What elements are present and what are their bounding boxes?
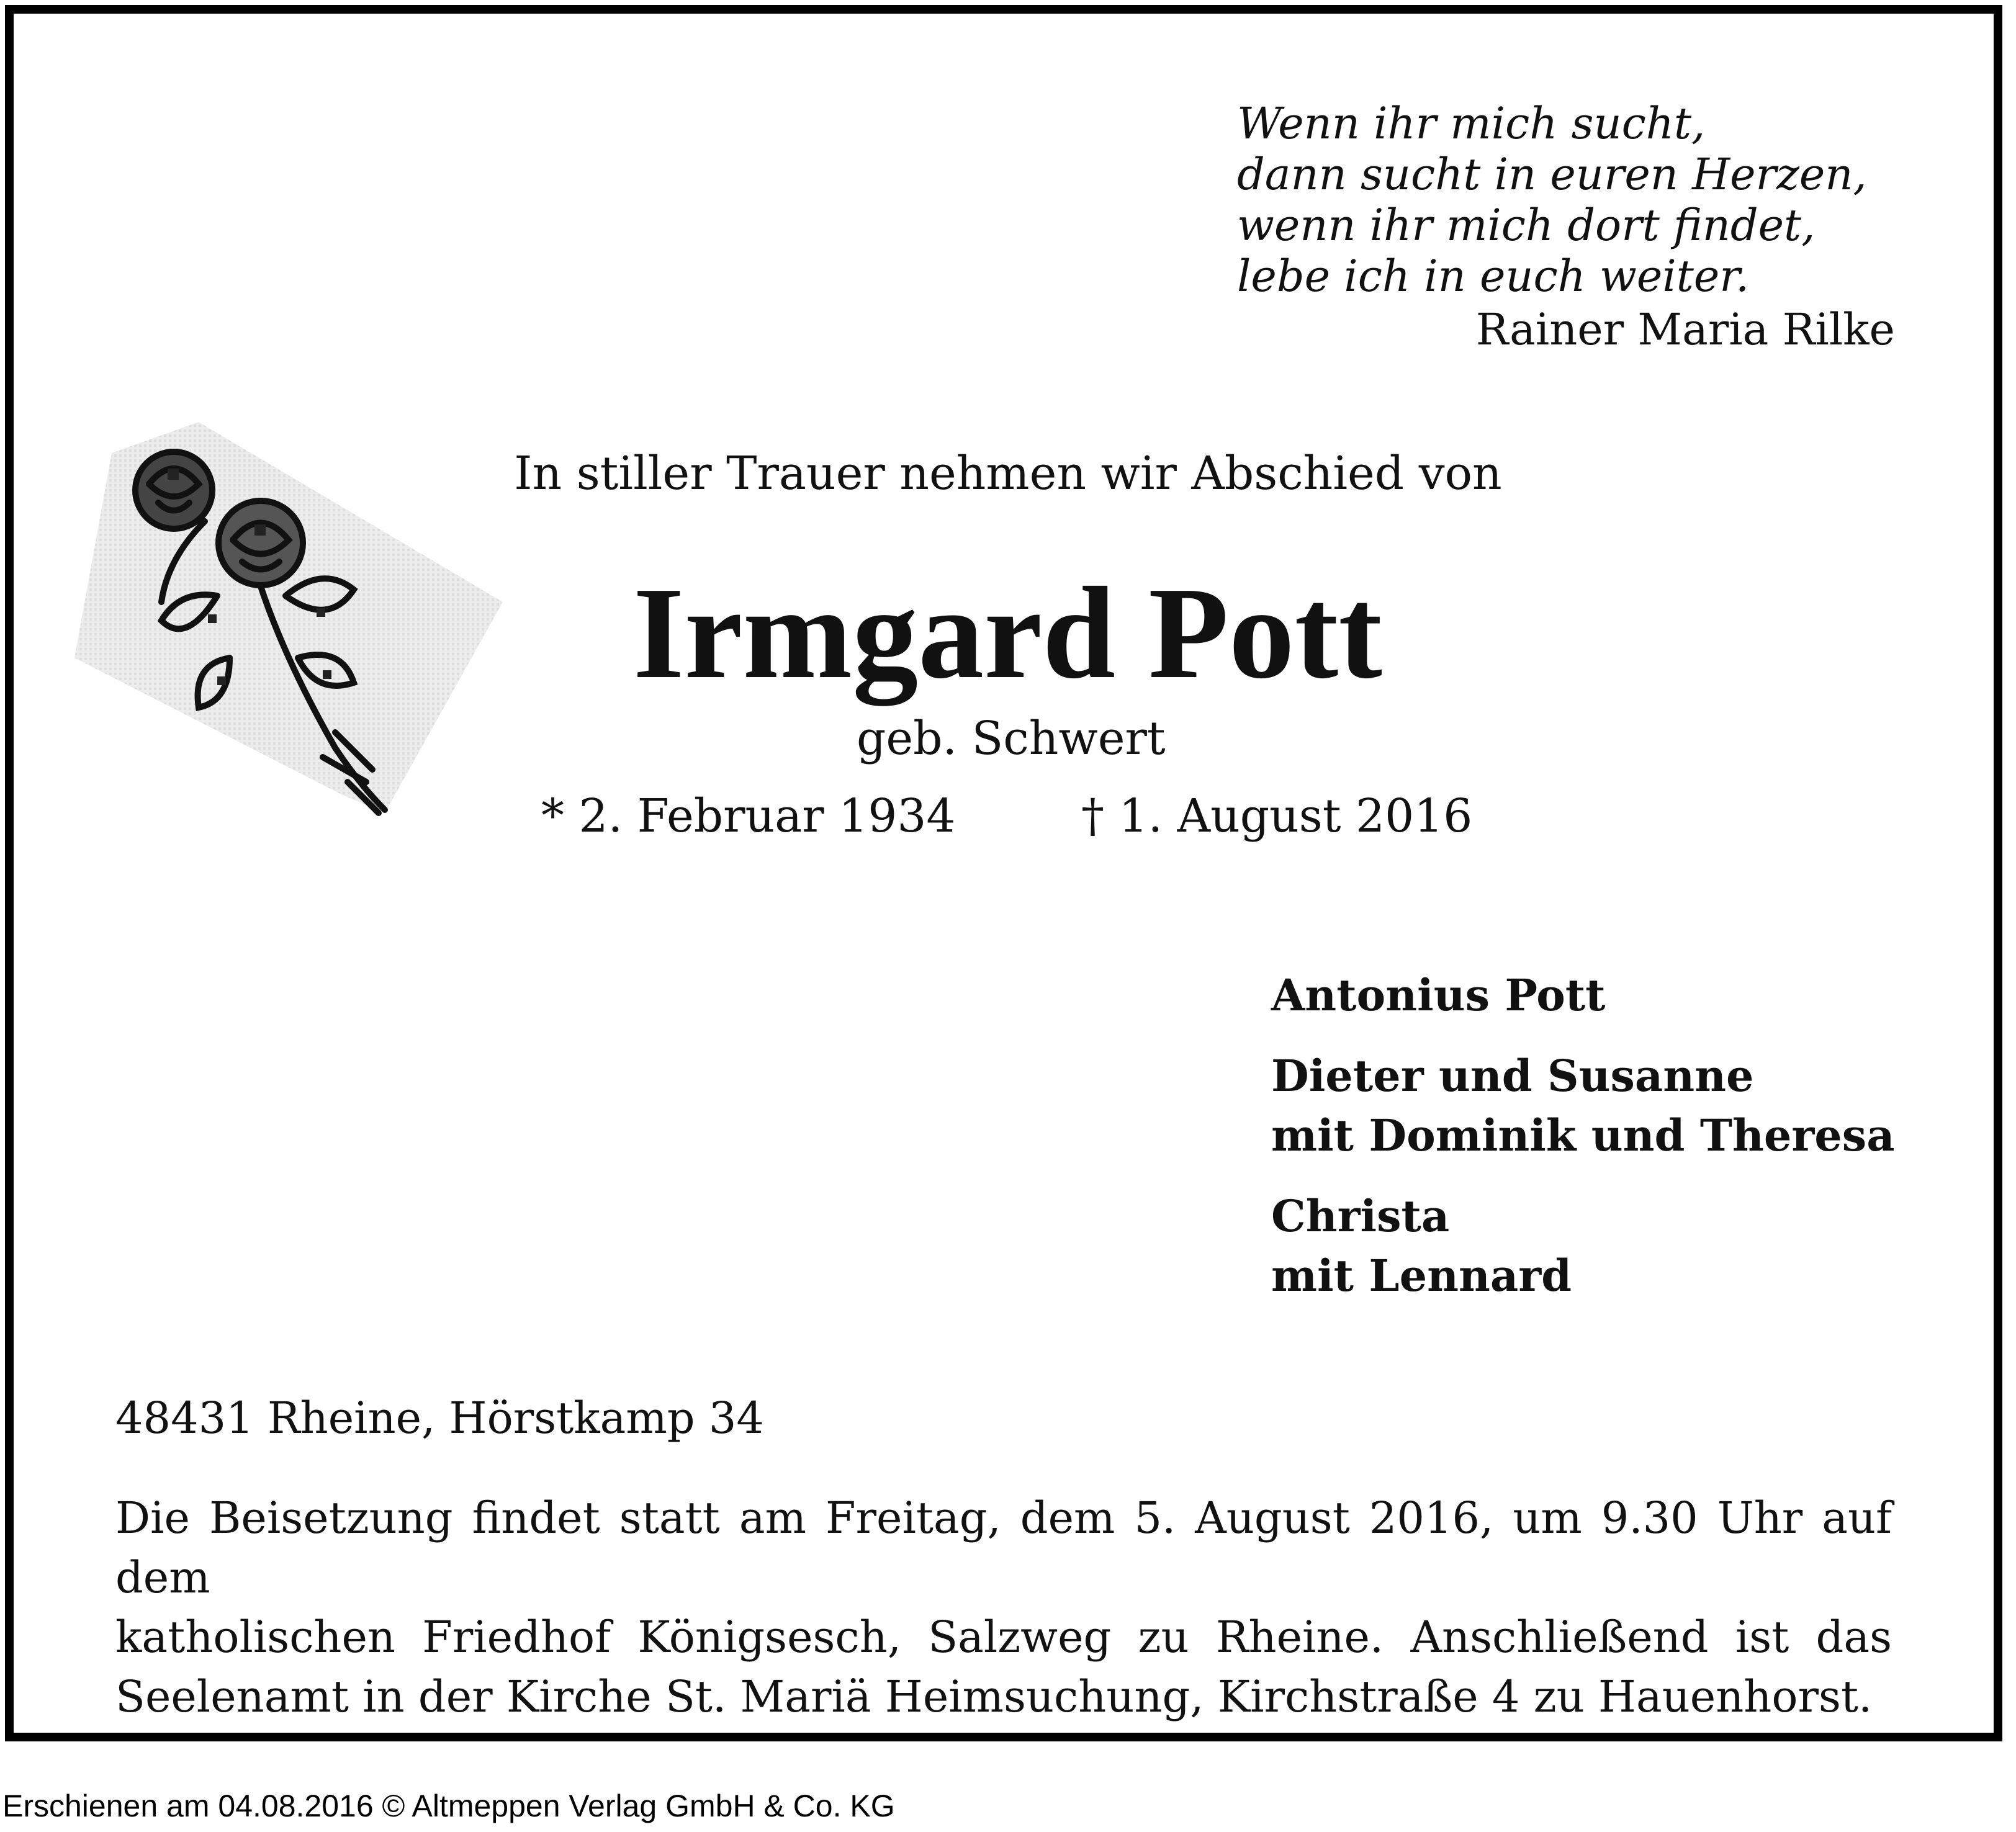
mourner-group — [1271, 1046, 1895, 1165]
quote-line: Wenn ihr mich sucht, — [1237, 98, 1706, 149]
mourner-name: mit Dominik und Theresa — [1271, 1110, 1895, 1161]
mourners-list — [1271, 966, 1895, 1327]
intro-line: In stiller Trauer nehmen wir Abschied von — [514, 447, 1502, 500]
deceased-name: Irmgard Pott — [633, 560, 1382, 706]
funeral-notice — [115, 1488, 1892, 1726]
funeral-notice-line: katholischen Friedhof Königsesch, Salzweg zu Rheine. Anschließend ist das — [115, 1612, 1892, 1663]
quote-line: wenn ihr mich dort findet, — [1237, 200, 1816, 251]
mourner-name: mit Lennard — [1271, 1250, 1572, 1301]
mourner-name: Antonius Pott — [1271, 969, 1606, 1021]
address: 48431 Rheine, Hörstkamp 34 — [115, 1393, 764, 1444]
mourner-name: Dieter und Susanne — [1271, 1050, 1754, 1102]
poem-quote — [1237, 98, 1895, 302]
birth-date: * 2. Februar 1934 — [541, 789, 956, 843]
death-date: † 1. August 2016 — [1081, 789, 1473, 843]
birth-name: geb. Schwert — [857, 712, 1166, 765]
mourner-name: Christa — [1271, 1190, 1450, 1242]
funeral-notice-line: Seelenamt in der Kirche St. Mariä Heimsuchung, Kirchstraße 4 zu Hauenhorst. — [115, 1671, 1873, 1722]
mourner-group — [1271, 1187, 1895, 1306]
quote-line: lebe ich in euch weiter. — [1237, 251, 1750, 302]
life-dates — [541, 788, 1473, 844]
publication-footer: Erschienen am 04.08.2016 © Altmeppen Verlag GmbH & Co. KG — [2, 1789, 895, 1823]
funeral-notice-line: Die Beisetzung findet statt am Freitag, dem 5. August 2016, um 9.30 Uhr auf dem — [115, 1493, 1892, 1603]
quote-line: dann sucht in euren Herzen, — [1237, 149, 1867, 200]
quote-author: Rainer Maria Rilke — [1475, 304, 1895, 355]
intro-text — [0, 446, 2016, 501]
mourner-group — [1271, 966, 1895, 1025]
